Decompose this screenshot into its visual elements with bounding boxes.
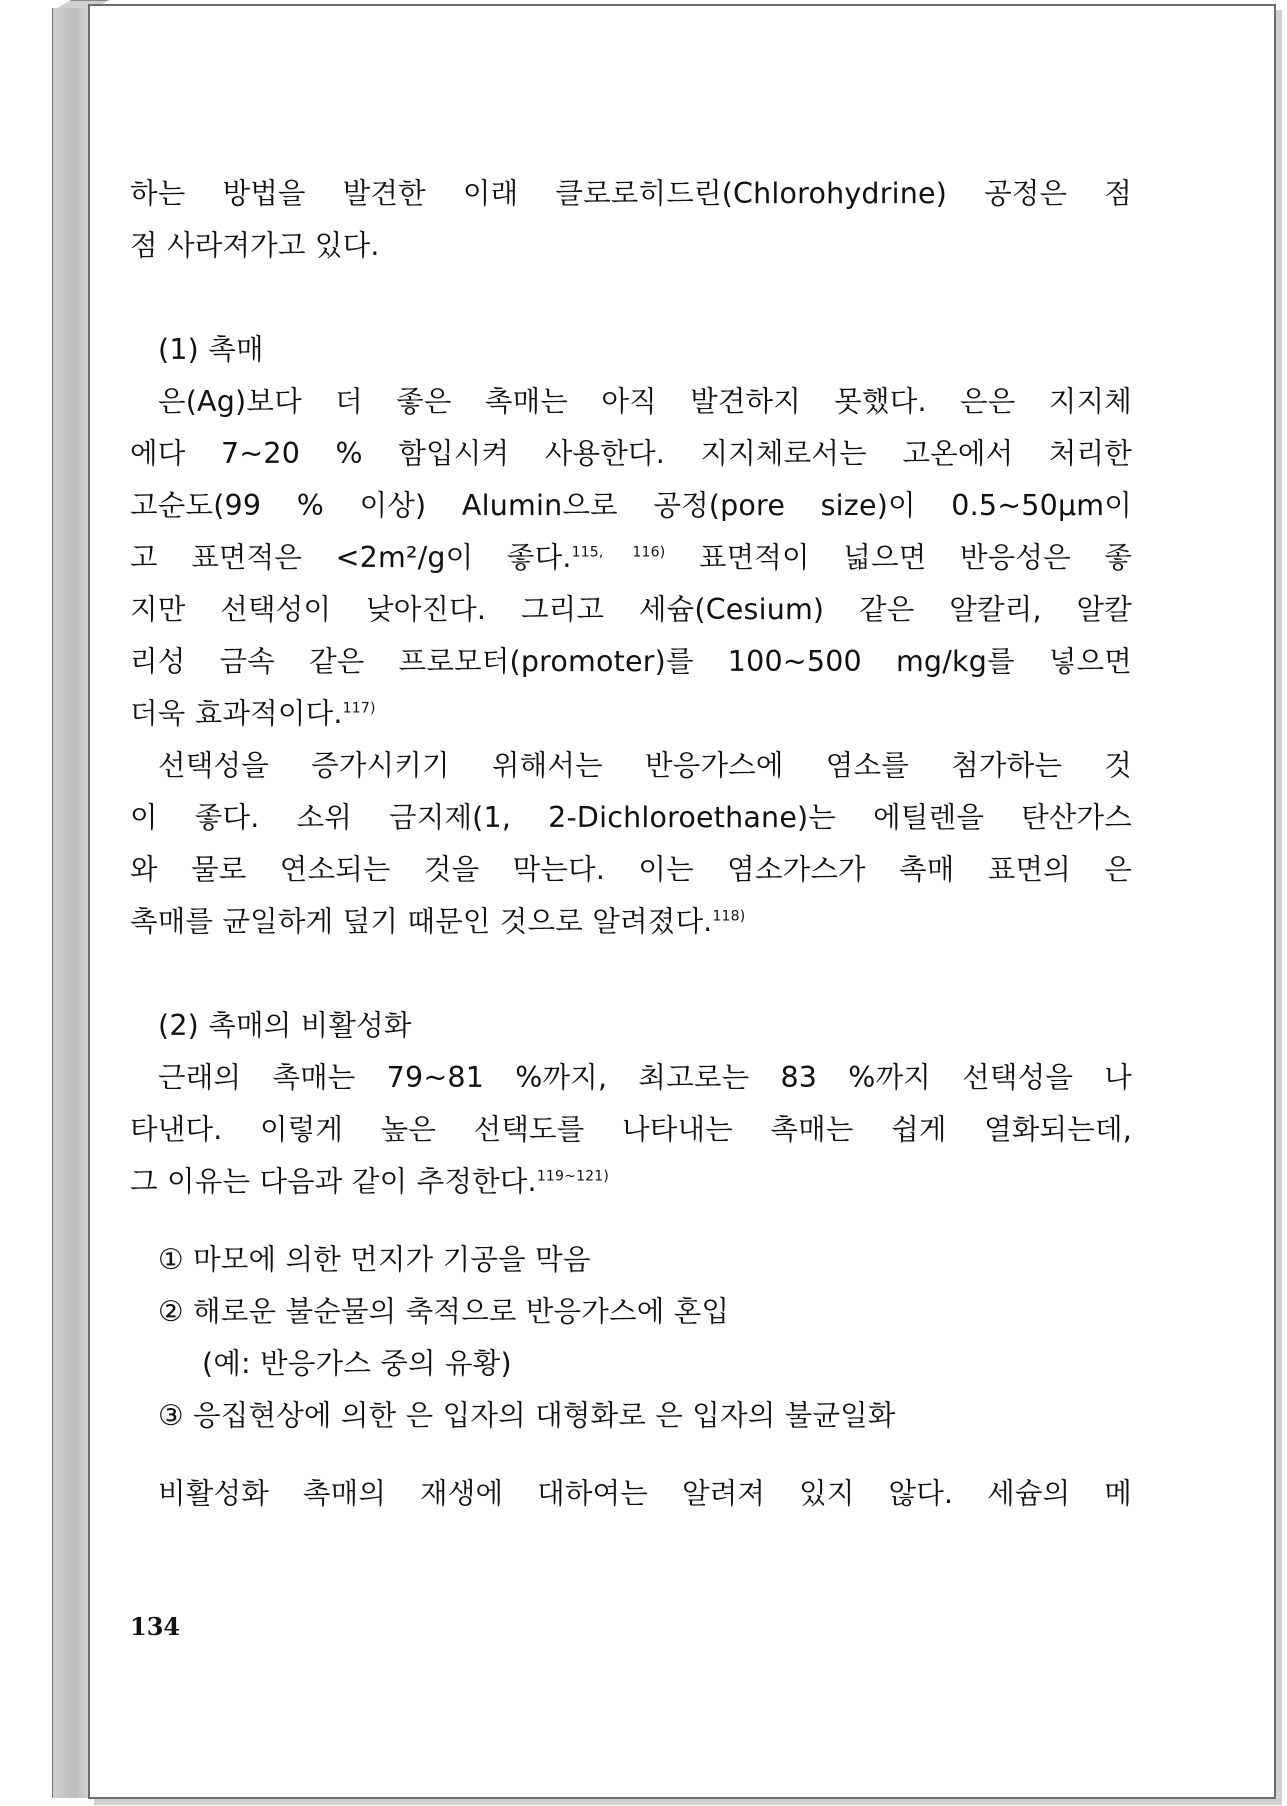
citation-ref: 118) <box>712 908 746 925</box>
paragraph-line: 선택성을 증가시키기 위해서는 반응가스에 염소를 첨가하는 것 <box>158 749 1132 782</box>
citation-ref: 117) <box>342 700 376 717</box>
text: 촉매를 균일하게 덮기 때문인 것으로 알려졌다. <box>130 905 713 938</box>
page-content <box>130 168 1132 1520</box>
paragraph-line: 은(Ag)보다 더 좋은 촉매는 아직 발견하지 못했다. 은은 지지체 <box>158 385 1132 418</box>
paragraph-line: 지만 선택성이 낮아진다. 그리고 세슘(Cesium) 같은 알칼리, 알칼 <box>130 593 1132 626</box>
spacer <box>130 1442 1132 1468</box>
spacer <box>130 272 1132 324</box>
text: 그 이유는 다음과 같이 추정한다. <box>130 1165 537 1198</box>
list-item: ③ 응집현상에 의한 은 입자의 대형화로 은 입자의 불균일화 <box>158 1399 896 1432</box>
paragraph-line <box>130 688 1132 740</box>
paragraph-line: 타낸다. 이렇게 높은 선택도를 나타내는 촉매는 쉽게 열화되는데, <box>130 1113 1132 1146</box>
book-spine <box>52 8 92 1798</box>
section-heading-catalyst: (1) 촉매 <box>158 333 264 366</box>
paragraph-line: 리성 금속 같은 프로모터(promoter)를 100~500 mg/kg를 넣으면 <box>130 645 1132 678</box>
text: 더욱 효과적이다. <box>130 697 343 730</box>
paragraph-line <box>130 1156 1132 1208</box>
list-item-note: (예: 반응가스 중의 유황) <box>202 1347 512 1380</box>
paragraph-line: 이 좋다. 소위 금지제(1, 2-Dichloroethane)는 에틸렌을 탄산가스 <box>130 801 1132 834</box>
page-number: 134 <box>130 1612 181 1641</box>
citation-ref: 119~121) <box>536 1168 610 1185</box>
text: 고 표면적은 <2m²/g이 좋다. <box>130 541 572 574</box>
paragraph-line: 비활성화 촉매의 재생에 대하여는 알려져 있지 않다. 세슘의 메 <box>158 1477 1132 1510</box>
paragraph-line: 에다 7~20 % 함입시켜 사용한다. 지지체로서는 고온에서 처리한 <box>130 437 1132 470</box>
section-heading-deactivation: (2) 촉매의 비활성화 <box>158 1009 412 1042</box>
paragraph-line: 고순도(99 % 이상) Alumin으로 공정(pore size)이 0.5~50μm이 <box>130 489 1132 522</box>
paragraph-line <box>130 896 1132 948</box>
paragraph-line: 점 사라져가고 있다. <box>130 229 380 262</box>
paragraph-line: 근래의 촉매는 79~81 %까지, 최고로는 83 %까지 선택성을 나 <box>158 1061 1132 1094</box>
spacer <box>130 948 1132 1000</box>
citation-ref: 115, 116) <box>571 544 666 561</box>
spacer <box>130 1208 1132 1234</box>
text: 표면적이 넓으면 반응성은 좋 <box>665 541 1132 574</box>
paragraph-line: 하는 방법을 발견한 이래 클로로히드린(Chlorohydrine) 공정은 점 <box>130 177 1132 210</box>
list-item: ① 마모에 의한 먼지가 기공을 막음 <box>158 1243 591 1276</box>
list-item: ② 해로운 불순물의 축적으로 반응가스에 혼입 <box>158 1295 730 1328</box>
paragraph-line: 와 물로 연소되는 것을 막는다. 이는 염소가스가 촉매 표면의 은 <box>130 853 1132 886</box>
paragraph-line <box>130 532 1132 584</box>
